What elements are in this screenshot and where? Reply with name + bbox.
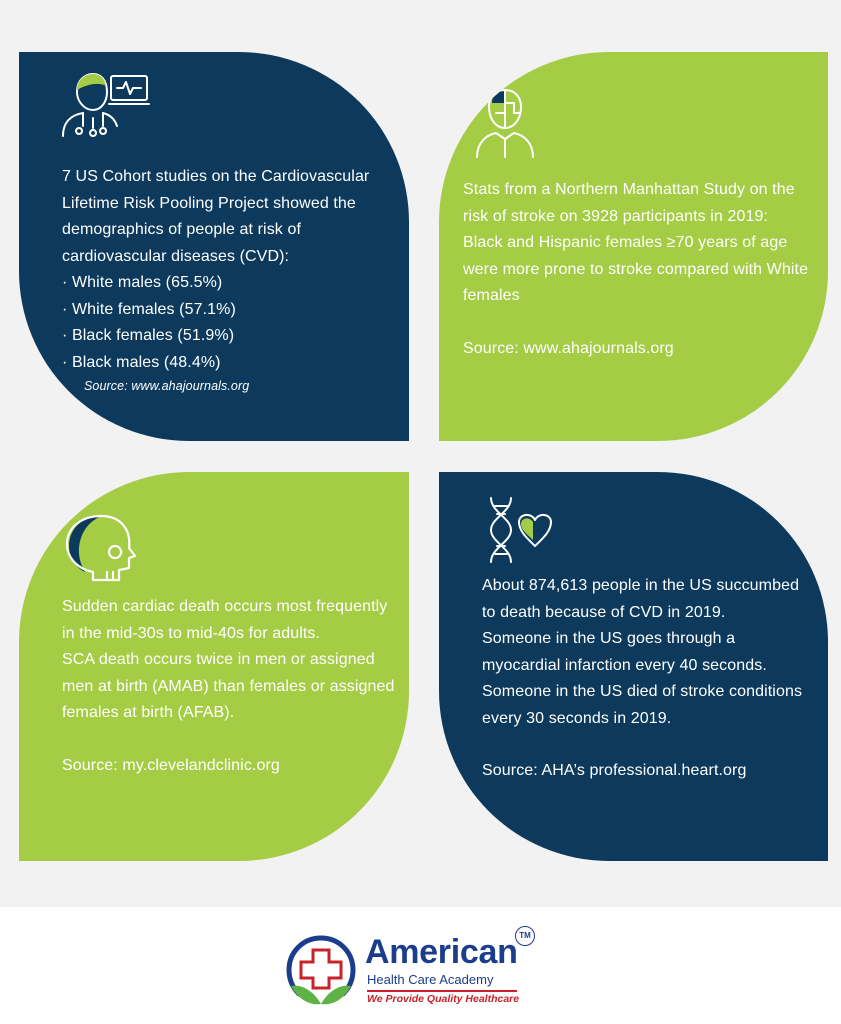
logo-text	[365, 934, 519, 1006]
card4-text	[482, 573, 817, 785]
skull-icon	[63, 512, 139, 584]
card1-item: · Black females (51.9%)	[62, 327, 235, 344]
card2-line2: Black and Hispanic females ≥70 years of age were more prone to stroke compared with White females	[463, 234, 809, 304]
card3-text	[62, 594, 397, 779]
logo-subtitle: Health Care Academy	[367, 972, 494, 987]
card1-item: · White females (57.1%)	[62, 300, 236, 318]
card-cvd-deaths	[439, 472, 828, 861]
card3-source: Source: my.clevelandclinic.org	[62, 756, 280, 774]
card1-item: · White males (65.5%)	[62, 274, 223, 291]
logo-divider	[367, 990, 517, 992]
brand-logo	[283, 926, 543, 1016]
card4-line2: Someone in the US goes through a myocardial infarction every 40 seconds.	[482, 630, 767, 674]
dna-heart-icon	[485, 496, 557, 564]
card3-line1: Sudden cardiac death occurs most frequently in the mid-30s to mid-40s for adults.	[62, 598, 388, 642]
card1-item: · Black males (48.4%)	[62, 353, 221, 371]
card2-line1: Stats from a Northern Manhattan Study on the risk of stroke on 3928 participants in 2019:	[463, 181, 795, 225]
card-sudden-cardiac-death	[19, 472, 409, 861]
doctor-monitor-icon	[59, 70, 159, 140]
card4-source: Source: AHA’s professional.heart.org	[482, 762, 747, 779]
card1-intro: 7 US Cohort studies on the Cardiovascular Lifetime Risk Pooling Project showed the demographics of people at risk of cardiovascular diseases (CVD):	[62, 168, 370, 265]
card3-line2: SCA death occurs twice in men or assigned men at birth (AMAB) than females or assigned females at birth (AFAB).	[62, 651, 395, 721]
card1-source: Source: www.ahajournals.org	[84, 379, 250, 393]
card4-line3: Someone in the US died of stroke conditions every 30 seconds in 2019.	[482, 683, 803, 727]
trademark-badge: TM	[515, 926, 535, 946]
card2-source: Source: www.ahajournals.org	[463, 339, 674, 357]
card-cvd-demographics	[19, 52, 409, 441]
card2-text	[463, 177, 819, 362]
card4-line1: About 874,613 people in the US succumbed to death because of CVD in 2019.	[482, 577, 800, 621]
logo-brand: American	[365, 933, 518, 971]
card-stroke-study	[439, 52, 828, 441]
logo-tagline: We Provide Quality Healthcare	[367, 993, 520, 1005]
cross-leaf-icon	[283, 932, 359, 1012]
head-brain-icon	[474, 87, 536, 159]
card1-text	[62, 164, 382, 396]
